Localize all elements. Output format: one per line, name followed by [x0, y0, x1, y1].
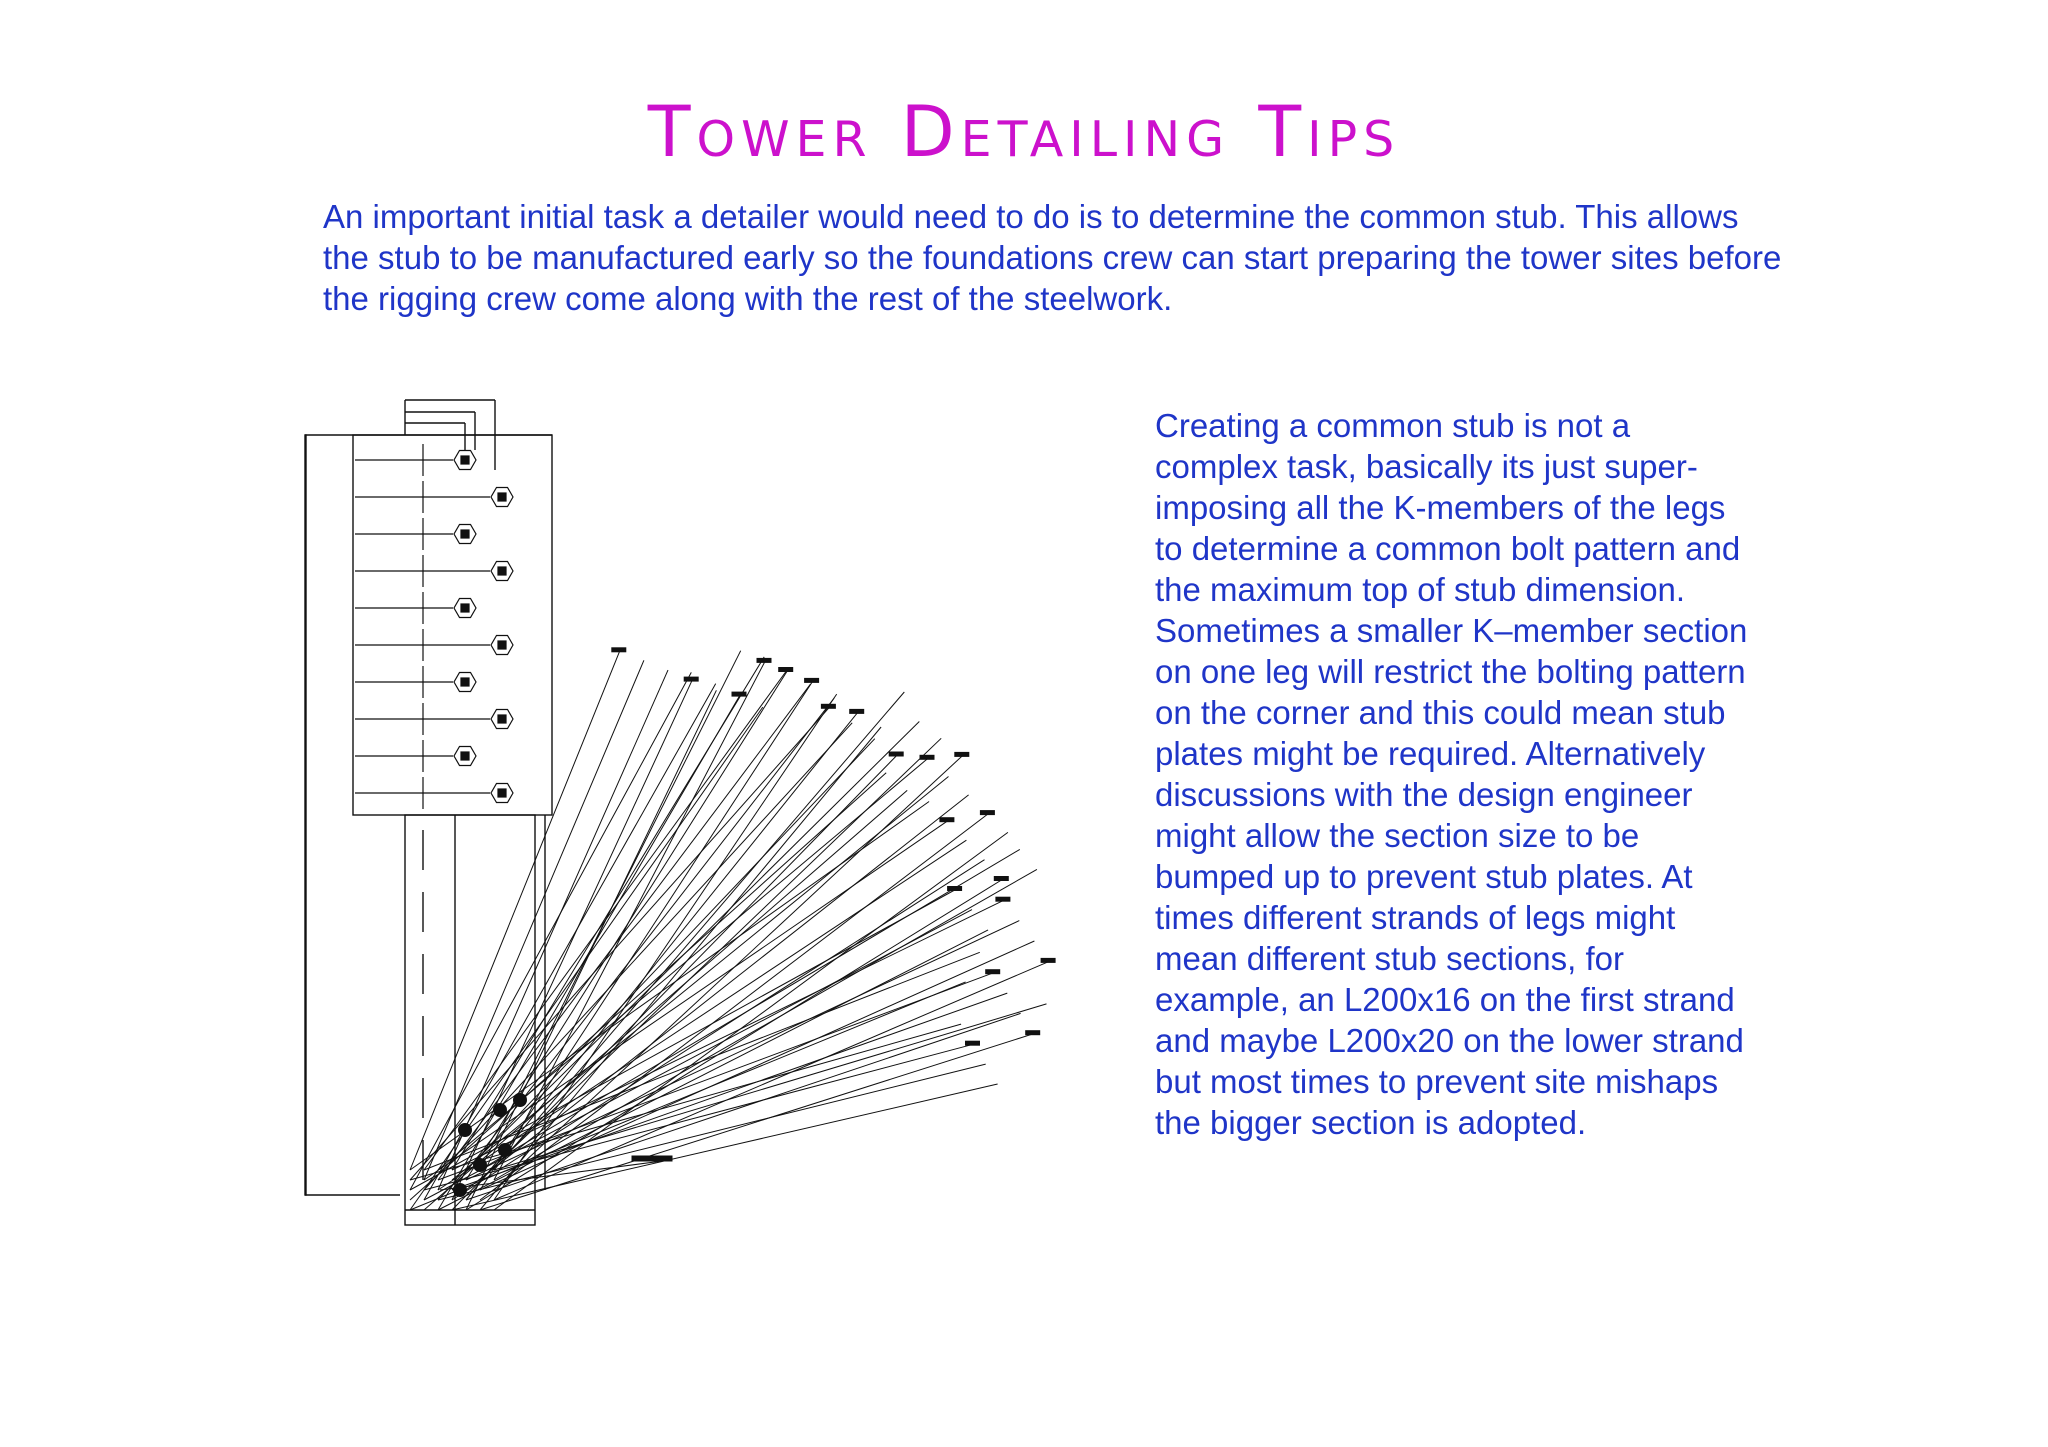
member-tag-mark: [821, 704, 835, 708]
member-tag-mark: [955, 752, 969, 756]
member-tag-mark: [966, 1041, 980, 1045]
member-tag-mark: [948, 887, 962, 891]
member-tag-mark: [757, 658, 771, 662]
k-member-line: [424, 660, 644, 1180]
body-paragraph: Creating a common stub is not a complex task, basically its just super-imposing all the K-members of the legs to determine a common bolt pattern and the maximum top of stub dimension. Sometimes a smaller K–member section on one leg will restrict the bolting pattern on the corner and this could mean stub plates might be required. Alternatively discussions with the design engineer might allow the section size to be bumped up to prevent stub plates. At times different strands of legs might mean different stub sections, for example, an L200x16 on the first strand and maybe L200x20 on the lower strand but most times to prevent site mishaps the bigger section is adopted.: [1155, 407, 1748, 1141]
k-member-line: [480, 814, 988, 1200]
member-tag-mark: [1041, 958, 1055, 962]
member-tag-mark: [940, 818, 954, 822]
stub-plate-box: [353, 435, 552, 815]
bolt-dot: [493, 1103, 507, 1117]
member-tag-mark: [994, 877, 1008, 881]
member-tag-mark: [612, 648, 626, 652]
frame-left-line: [305, 435, 306, 1195]
member-tag-mark: [980, 811, 994, 815]
k-member-line: [424, 952, 980, 1170]
bolt-dot: [498, 1143, 512, 1157]
intro-paragraph: An important initial task a detailer would need to do is to determine the common stub. This allows the stub to be manufactured early so the foundations crew can start preparing the tower sites before the rigging crew come along with the rest of the steelwork.: [323, 198, 1782, 317]
member-tag-mark: [889, 752, 903, 756]
bolt-dot: [453, 1183, 467, 1197]
k-member-line: [424, 790, 907, 1210]
k-member-line: [466, 722, 919, 1171]
k-member-line: [480, 1034, 1034, 1210]
member-tag-mark: [684, 677, 698, 681]
member-tag-mark: [850, 709, 864, 713]
bolt-dot: [473, 1158, 487, 1172]
k-member-line: [438, 739, 875, 1200]
member-tag-mark: [805, 678, 819, 682]
member-tag-mark: [732, 692, 746, 696]
k-member-line: [480, 727, 881, 1210]
member-tag-mark: [1026, 1031, 1040, 1035]
member-tag-mark: [920, 755, 934, 759]
k-member-line: [480, 681, 813, 1190]
stub-cad-drawing: [290, 390, 1100, 1250]
k-member-line: [452, 777, 949, 1181]
k-member-line: [410, 773, 886, 1200]
bolt-dot: [458, 1123, 472, 1137]
member-tag-mark: [986, 970, 1000, 974]
member-tag-mark: [996, 897, 1010, 901]
bolt-dot: [513, 1093, 527, 1107]
member-tag-mark: [779, 668, 793, 672]
page-title: Tower Detailing Tips: [647, 91, 1401, 173]
